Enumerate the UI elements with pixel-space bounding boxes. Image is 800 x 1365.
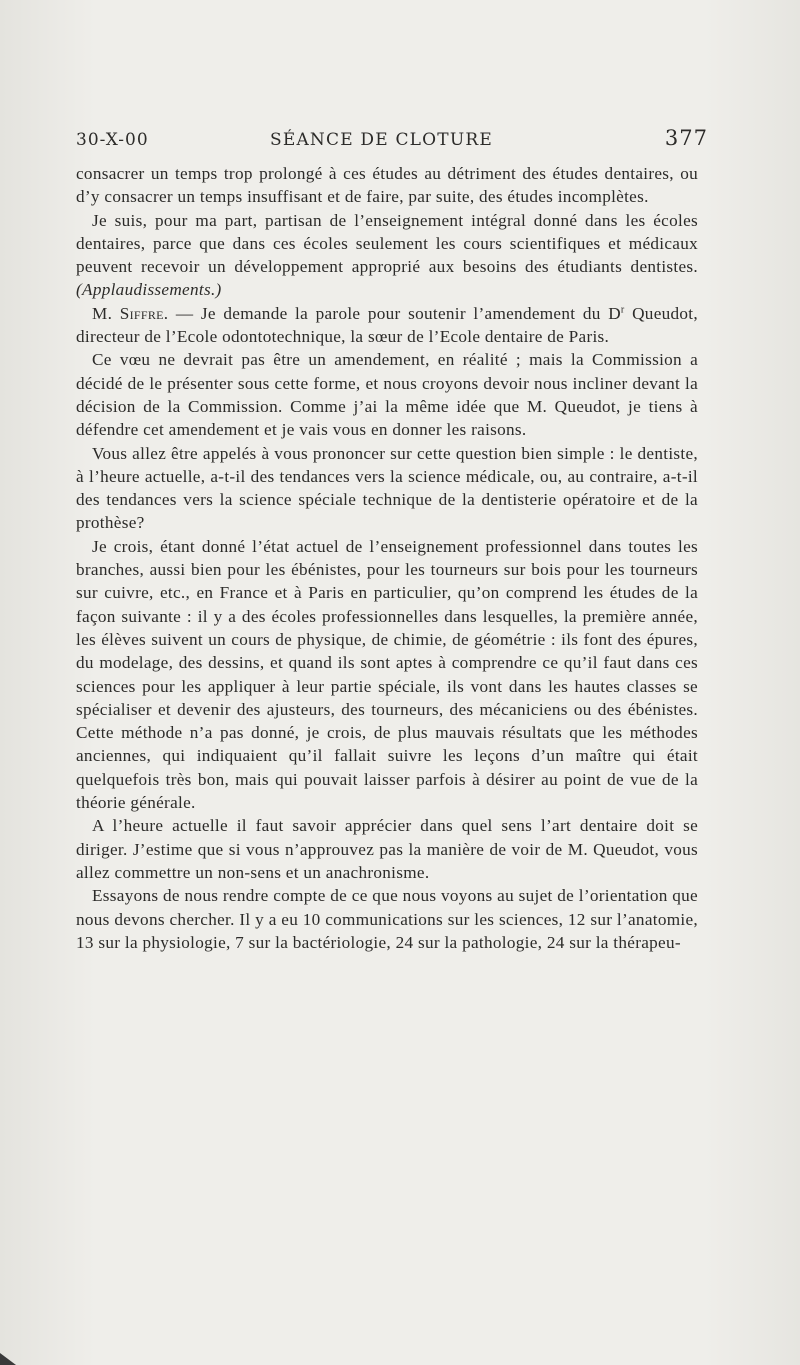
text-run: Je crois, étant donné l’état actuel de l’enseignement professionnel dans toutes les branches, aussi bien pour les ébénistes, pour les tourneurs sur bois pour les tourneurs sur cuivre, etc., en France et à Paris en particulier, qu’on comprend les études de la façon suivante : il y a des écoles professionnelles dans lesquelles, la première année, les élèves suivent un cours de physique, de chimie, de géométrie : ils font des épures, du modelage, des dessins, et quand ils sont aptes à comprendre ce qu’il faut dans ces sciences pour les appliquer à leur partie spéciale, ils vont dans les hautes classes se spécialiser et devenir des ajusteurs, des tourneurs, des mécaniciens ou des ébénistes. Cette méthode n’a pas donné, je crois, de plus mauvais résultats que les méthodes anciennes, qui indiquaient qu’il fallait suivre les leçons d’un maître qui était quelquefois très bon, mais qui pouvait laisser parfois à désirer au point de vue de la théorie générale. bbox=[76, 536, 698, 813]
paragraph bbox=[76, 348, 698, 441]
superscript-text: r bbox=[620, 304, 625, 316]
italic-text: (Applaudissements.) bbox=[76, 280, 222, 300]
body-text bbox=[76, 162, 698, 954]
paragraph bbox=[76, 442, 698, 535]
page-number: 377 bbox=[664, 126, 708, 150]
text-run: consacrer un temps trop prolongé à ces études au détriment des études dentaires, ou d’y consacrer un temps insuffisant et de faire, par suite, des études incomplètes. bbox=[76, 164, 698, 207]
text-run: Ce vœu ne devrait pas être un amendement, en réalité ; mais la Commission a décidé de le présenter sous cette forme, et nous croyons devoir nous incliner devant la décision de la Commission. Comme j’ai la même idée que M. Queudot, je tiens à défendre cet amendement et je vais vous en donner les raisons. bbox=[76, 350, 698, 440]
text-run: . — Je demande la parole pour soutenir l’amendement du D bbox=[163, 303, 621, 323]
text-run: A l’heure actuelle il faut savoir apprécier dans quel sens l’art dentaire doit se diriger. J’estime que si vous n’approuvez pas la manière de voir de M. Queudot, vous allez commettre un non-sens et un anachronisme. bbox=[76, 816, 698, 882]
running-header bbox=[76, 126, 708, 154]
header-date: 30-X-00 bbox=[76, 130, 149, 150]
text-run: Queudot, directeur de l’Ecole odontotechnique, la sœur de l’Ecole dentaire de Paris. bbox=[76, 303, 698, 347]
text-run: Je suis, pour ma part, partisan de l’enseignement intégral donné dans les écoles dentaires, parce que dans ces écoles seulement les cours scientifiques et médicaux peuvent recevoir un développement approprié aux besoins des étudiants dentistes. bbox=[76, 210, 698, 277]
text-run: M. bbox=[92, 303, 120, 323]
paragraph bbox=[76, 535, 698, 815]
paragraph bbox=[76, 302, 698, 349]
text-run: Vous allez être appelés à vous prononcer sur cette question bien simple : le dentiste, à l’heure actuelle, a-t-il des tendances vers la science médicale, ou, au contraire, a-t-il des tendances vers la science spéciale technique de la dentisterie opératoire et de la prothèse? bbox=[76, 443, 698, 533]
speaker-name: Siffre bbox=[119, 303, 164, 323]
paragraph bbox=[76, 162, 698, 209]
paragraph bbox=[76, 814, 698, 884]
header-title: SÉANCE DE CLOTURE bbox=[270, 130, 493, 150]
paragraph bbox=[76, 209, 698, 302]
text-run: Essayons de nous rendre compte de ce que nous voyons au sujet de l’orientation que nous devons chercher. Il y a eu 10 communications sur les sciences, 12 sur l’anatomie, 13 sur la physiologie, 7 sur la bactériologie, 24 sur la pathologie, 24 sur la thérapeu- bbox=[76, 886, 698, 952]
paragraph bbox=[76, 884, 698, 954]
